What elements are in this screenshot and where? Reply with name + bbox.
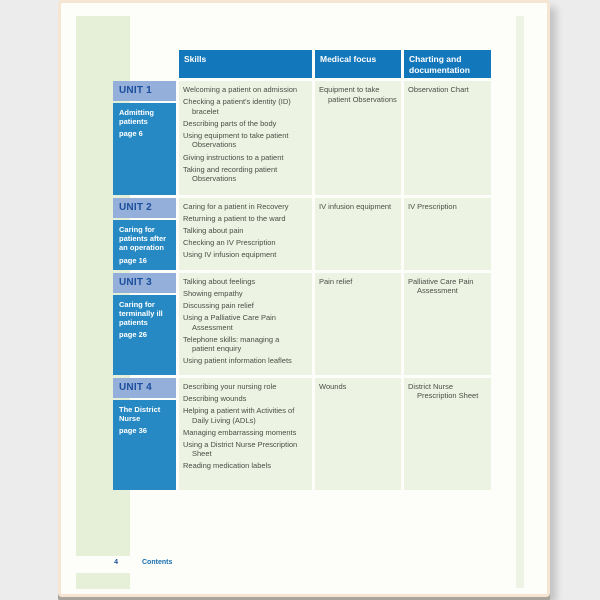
column-header-charting: Charting and documentation: [404, 50, 491, 78]
skill-item: Returning a patient to the ward: [183, 214, 286, 224]
unit-page-ref: page 26: [119, 330, 147, 340]
charting-text: Observation Chart: [408, 85, 469, 94]
unit-tab-body: [113, 400, 176, 490]
medical-focus-text: IV infusion equipment: [319, 202, 392, 211]
medical-focus-cell: [315, 273, 401, 375]
medical-focus-cell: [315, 378, 401, 490]
charting-cell: [404, 198, 491, 270]
skill-item: Telephone skills: managing a patient enquiry: [183, 334, 280, 354]
skill-item: Describing parts of the body: [183, 118, 277, 128]
medical-focus-text: Wounds: [319, 381, 347, 391]
skill-item: Describing wounds: [183, 393, 247, 403]
unit-tab: [113, 378, 176, 490]
skill-item: Discussing pain relief: [183, 301, 254, 310]
unit-tab: [113, 273, 176, 375]
medical-focus-cell: [315, 81, 401, 195]
contents-footer-label: Contents: [142, 559, 173, 566]
unit-tab-body: [113, 103, 176, 195]
right-green-strip: [516, 16, 524, 588]
unit-row: [113, 198, 490, 270]
skill-item: Helping a patient with Activities of Daily Living (ADLs): [183, 406, 295, 425]
charting-cell: [404, 81, 491, 195]
unit-number-label: UNIT 2: [113, 198, 176, 218]
page-number: 4: [114, 559, 118, 566]
unit-number-label: UNIT 1: [113, 81, 176, 101]
unit-tab-body: [113, 295, 176, 375]
book-page: [58, 0, 550, 597]
skills-cell: [179, 198, 312, 270]
medical-focus-cell: [315, 198, 401, 270]
unit-title: Admitting patients: [119, 108, 154, 127]
unit-tab: [113, 198, 176, 270]
column-header-medical-focus: Medical focus: [315, 50, 401, 78]
contents-table: [113, 50, 490, 490]
skill-item: Using a Palliative Care Pain Assessment: [183, 313, 276, 332]
charting-text: Palliative Care Pain Assessment: [408, 276, 474, 296]
skill-item: Describing your nursing role: [183, 381, 277, 391]
skill-item: Using a District Nurse Prescription Sheet: [183, 439, 298, 459]
skill-item: Using IV infusion equipment: [183, 250, 277, 260]
unit-page-ref: page 16: [119, 255, 147, 265]
skill-item: Caring for a patient in Recovery: [183, 202, 289, 211]
skills-cell: [179, 81, 312, 195]
skill-item: Managing embarrassing moments: [183, 427, 297, 437]
medical-focus-text: Pain relief: [319, 276, 353, 286]
medical-focus-text: Equipment to take patient Observations: [319, 85, 397, 104]
charting-text: District Nurse Prescription Sheet: [408, 381, 479, 401]
charting-text: IV Prescription: [408, 202, 457, 211]
unit-row: [113, 273, 490, 375]
skill-item: Showing empathy: [183, 288, 243, 298]
column-header-skills: Skills: [179, 50, 312, 78]
skill-item: Welcoming a patient on admission: [183, 85, 298, 94]
skill-item: Taking and recording patient Observations: [183, 164, 278, 184]
unit-page-ref: page 36: [119, 426, 147, 436]
skill-item: Reading medication labels: [183, 461, 271, 471]
skill-item: Talking about feelings: [183, 276, 256, 286]
charting-cell: [404, 273, 491, 375]
skill-item: Giving instructions to a patient: [183, 152, 284, 162]
skill-item: Talking about pain: [183, 226, 244, 236]
header-spacer: [113, 50, 176, 78]
unit-number-label: UNIT 4: [113, 378, 176, 398]
unit-title: The District Nurse: [119, 404, 161, 424]
unit-title: Caring for terminally ill patients: [119, 299, 163, 328]
unit-tab: [113, 81, 176, 195]
skill-item: Checking an IV Prescription: [183, 238, 276, 248]
skills-cell: [179, 378, 312, 490]
unit-row: [113, 81, 490, 195]
skill-item: Using equipment to take patient Observations: [183, 130, 289, 150]
table-header-row: [113, 50, 490, 78]
unit-title: Caring for patients after an operation: [119, 225, 167, 253]
skills-cell: [179, 273, 312, 375]
left-green-strip-bottom: [76, 573, 130, 589]
charting-cell: [404, 378, 491, 490]
unit-row: [113, 378, 490, 490]
unit-page-ref: page 6: [119, 129, 143, 139]
skill-item: Checking a patient's identity (ID) bracelet: [183, 97, 291, 116]
unit-tab-body: [113, 220, 176, 270]
skill-item: Using patient information leaflets: [183, 356, 292, 366]
unit-number-label: UNIT 3: [113, 273, 176, 293]
unit-rows: [113, 81, 490, 490]
